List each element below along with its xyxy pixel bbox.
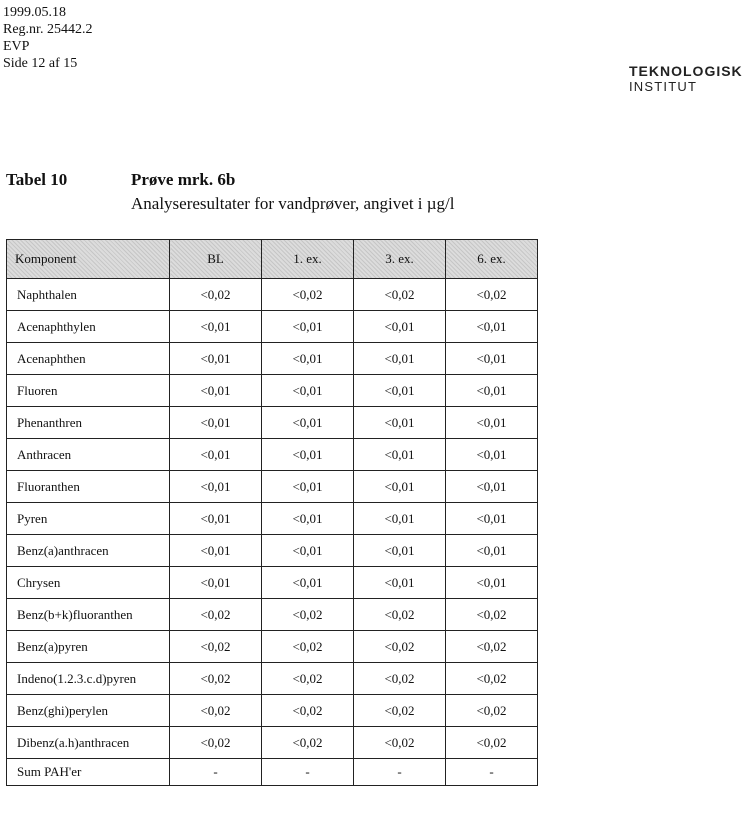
- sample-title: Prøve mrk. 6b: [131, 170, 236, 189]
- result-value: <0,01: [354, 343, 446, 375]
- result-value: <0,01: [170, 407, 262, 439]
- results-table: [6, 239, 538, 786]
- result-value: <0,02: [262, 695, 354, 727]
- result-value: <0,01: [262, 535, 354, 567]
- author-initials: EVP: [3, 39, 30, 54]
- result-value: -: [170, 759, 262, 786]
- table-row: [7, 695, 538, 727]
- component-name: Chrysen: [7, 567, 170, 599]
- result-value: <0,02: [170, 599, 262, 631]
- result-value: <0,02: [262, 599, 354, 631]
- result-value: <0,02: [170, 279, 262, 311]
- result-value: <0,01: [170, 311, 262, 343]
- table-row: [7, 567, 538, 599]
- component-name: Benz(ghi)perylen: [7, 695, 170, 727]
- result-value: <0,01: [262, 439, 354, 471]
- logo-line-1: TEKNOLOGISK: [629, 63, 743, 79]
- result-value: <0,01: [354, 407, 446, 439]
- column-header: 6. ex.: [446, 240, 538, 279]
- component-name: Naphthalen: [7, 279, 170, 311]
- result-value: <0,01: [446, 439, 538, 471]
- result-value: <0,02: [262, 279, 354, 311]
- result-value: -: [354, 759, 446, 786]
- result-value: -: [446, 759, 538, 786]
- table-row: [7, 407, 538, 439]
- result-value: <0,01: [354, 471, 446, 503]
- table-row: [7, 599, 538, 631]
- component-name: Pyren: [7, 503, 170, 535]
- table-row: [7, 727, 538, 759]
- result-value: <0,01: [262, 375, 354, 407]
- result-value: <0,01: [170, 439, 262, 471]
- result-value: <0,01: [354, 439, 446, 471]
- column-header: 3. ex.: [354, 240, 446, 279]
- result-value: <0,01: [354, 311, 446, 343]
- result-value: <0,02: [170, 727, 262, 759]
- result-value: <0,02: [170, 631, 262, 663]
- table-row: [7, 343, 538, 375]
- result-value: <0,02: [446, 695, 538, 727]
- component-name: Anthracen: [7, 439, 170, 471]
- result-value: <0,01: [446, 311, 538, 343]
- result-value: <0,01: [170, 471, 262, 503]
- table-row: [7, 663, 538, 695]
- result-value: <0,01: [446, 375, 538, 407]
- component-name: Acenaphthylen: [7, 311, 170, 343]
- table-subtitle: Analyseresultater for vandprøver, angivet i µg/l: [131, 194, 455, 213]
- result-value: <0,01: [262, 343, 354, 375]
- result-value: <0,02: [354, 663, 446, 695]
- component-name: Fluoranthen: [7, 471, 170, 503]
- result-value: <0,01: [170, 535, 262, 567]
- result-value: <0,01: [262, 407, 354, 439]
- result-value: <0,01: [170, 375, 262, 407]
- result-value: <0,01: [446, 503, 538, 535]
- column-header: BL: [170, 240, 262, 279]
- table-row: [7, 279, 538, 311]
- result-value: <0,01: [446, 567, 538, 599]
- component-name: Benz(b+k)fluoranthen: [7, 599, 170, 631]
- result-value: <0,01: [262, 471, 354, 503]
- table-header-row: [7, 240, 538, 279]
- component-name: Phenanthren: [7, 407, 170, 439]
- result-value: <0,01: [262, 567, 354, 599]
- result-value: <0,02: [446, 279, 538, 311]
- result-value: <0,02: [446, 631, 538, 663]
- column-header: 1. ex.: [262, 240, 354, 279]
- table-row: [7, 311, 538, 343]
- result-value: <0,01: [170, 567, 262, 599]
- result-value: <0,02: [354, 599, 446, 631]
- result-value: <0,01: [446, 471, 538, 503]
- document-date: 1999.05.18: [3, 5, 66, 20]
- result-value: <0,02: [446, 727, 538, 759]
- table-row: [7, 471, 538, 503]
- component-name: Dibenz(a.h)anthracen: [7, 727, 170, 759]
- table-row: [7, 535, 538, 567]
- result-value: <0,02: [262, 663, 354, 695]
- page-number: Side 12 af 15: [3, 56, 78, 71]
- component-name: Indeno(1.2.3.c.d)pyren: [7, 663, 170, 695]
- result-value: <0,01: [446, 407, 538, 439]
- result-value: <0,01: [262, 503, 354, 535]
- result-value: -: [262, 759, 354, 786]
- result-value: <0,02: [446, 599, 538, 631]
- company-logo: [629, 64, 743, 94]
- result-value: <0,02: [354, 727, 446, 759]
- table-row: [7, 439, 538, 471]
- table-row: [7, 759, 538, 786]
- document-meta: [3, 4, 92, 72]
- result-value: <0,01: [354, 375, 446, 407]
- result-value: <0,01: [170, 343, 262, 375]
- table-row: [7, 631, 538, 663]
- result-value: <0,02: [170, 695, 262, 727]
- result-value: <0,01: [170, 503, 262, 535]
- registration-number: Reg.nr. 25442.2: [3, 22, 93, 37]
- table-row: [7, 375, 538, 407]
- result-value: <0,02: [354, 695, 446, 727]
- component-name: Acenaphthen: [7, 343, 170, 375]
- result-value: <0,01: [446, 343, 538, 375]
- result-value: <0,02: [354, 279, 446, 311]
- result-value: <0,02: [262, 631, 354, 663]
- result-value: <0,01: [262, 311, 354, 343]
- result-value: <0,01: [446, 535, 538, 567]
- logo-line-2: INSTITUT: [629, 79, 698, 94]
- result-value: <0,01: [354, 567, 446, 599]
- component-name: Fluoren: [7, 375, 170, 407]
- result-value: <0,02: [262, 727, 354, 759]
- table-body: [7, 279, 538, 786]
- table-row: [7, 503, 538, 535]
- table-label: Tabel 10: [6, 170, 68, 189]
- component-name: Benz(a)anthracen: [7, 535, 170, 567]
- component-name: Benz(a)pyren: [7, 631, 170, 663]
- column-header: Komponent: [7, 240, 170, 279]
- result-value: <0,01: [354, 503, 446, 535]
- component-name: Sum PAH'er: [7, 759, 170, 786]
- result-value: <0,02: [170, 663, 262, 695]
- result-value: <0,02: [446, 663, 538, 695]
- result-value: <0,01: [354, 535, 446, 567]
- result-value: <0,02: [354, 631, 446, 663]
